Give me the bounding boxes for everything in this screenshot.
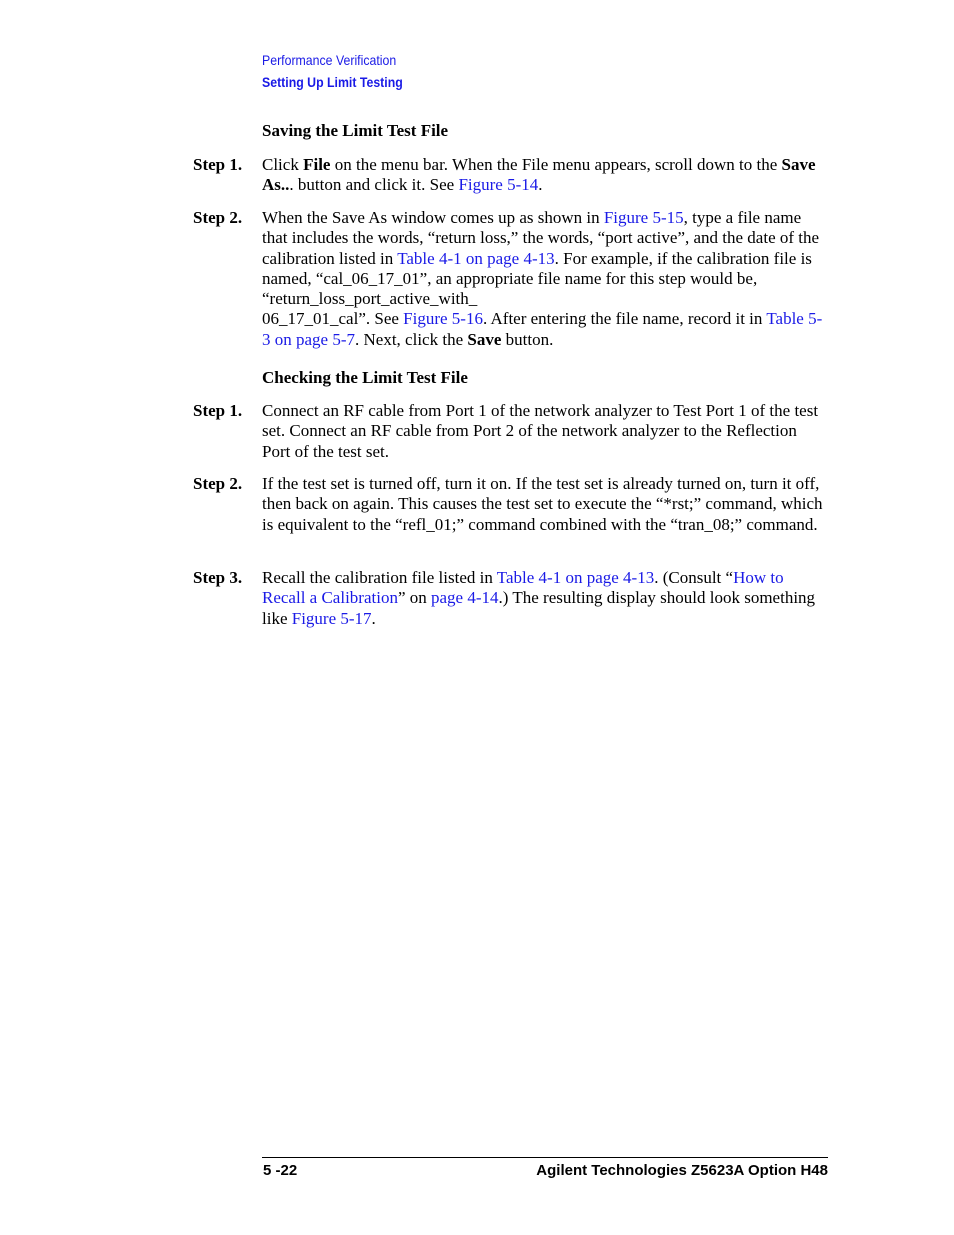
recall-calibration-link[interactable]: How to Recall a Calibration [262,568,784,608]
step-text: When the Save As window comes up as shown in Figure 5-15, type a file name that includes the words, “return loss,” the words, “port active”, and the date of the calibration listed in Table 4-1 on page 4-13. For example, if the calibration file is named, “cal_06_17_01”, an appropriate file name for this step would be, “return_loss_port_active_with_ 06_17_01_cal”. See Figure 5-16. After entering the file name, record it in Table 5-3 on page 5-7. Next, click the Save button. [262,208,823,349]
table-5-3-link[interactable]: Table 5-3 on page 5-7 [262,309,823,349]
save-term: Save [467,329,502,349]
table-4-1-link[interactable]: Table 4-1 on page 4-13 [397,248,555,268]
step-text: Click File on the menu bar. When the File menu appears, scroll down to the Save As... button and click it. See Figure 5-14. [262,155,816,195]
figure-5-16-link[interactable]: Figure 5-16 [403,309,483,329]
step-label: Step 2. [193,474,243,493]
step-text: Recall the calibration file listed in Table 4-1 on page 4-13. (Consult “How to Recall a Calibration” on page 4-14.) The resulting display should look something like Figure 5-17. [262,568,816,628]
step-label: Step 3. [193,568,243,587]
footer-title: Agilent Technologies Z5623A Option H48 [536,1162,828,1179]
step-label: Step 1. [193,155,243,174]
breadcrumb-chapter[interactable]: Performance Verification [262,52,397,68]
menu-file-term: File [303,155,331,174]
figure-5-14-link[interactable]: Figure 5-14 [458,175,539,195]
footer-divider [262,1157,828,1158]
section-heading-saving: Saving the Limit Test File [262,121,449,140]
figure-5-15-link[interactable]: Figure 5-15 [603,208,684,227]
page-number: 5 -22 [263,1162,298,1179]
section-heading-checking: Checking the Limit Test File [262,368,468,387]
step-label: Step 2. [193,208,243,227]
save-as-term: Save As.. [262,155,816,195]
breadcrumb-section[interactable]: Setting Up Limit Testing [262,74,403,90]
figure-5-17-link[interactable]: Figure 5-17 [291,608,372,628]
step-text: If the test set is turned off, turn it on. If the test set is already turned on, turn it off, then back on again. This causes the test set to execute the “*rst;” command, which is equivalent to the “refl_01;” command combined with the “tran_08;” command. [262,474,823,534]
step-label: Step 1. [193,401,243,420]
table-4-1-link[interactable]: Table 4-1 on page 4-13 [496,568,655,587]
page-4-14-link[interactable]: page 4-14 [431,588,499,608]
step-text: Connect an RF cable from Port 1 of the network analyzer to Test Port 1 of the test set. Connect an RF cable from Port 2 of the network analyzer to the Reflection Port of the test set. [262,401,819,461]
